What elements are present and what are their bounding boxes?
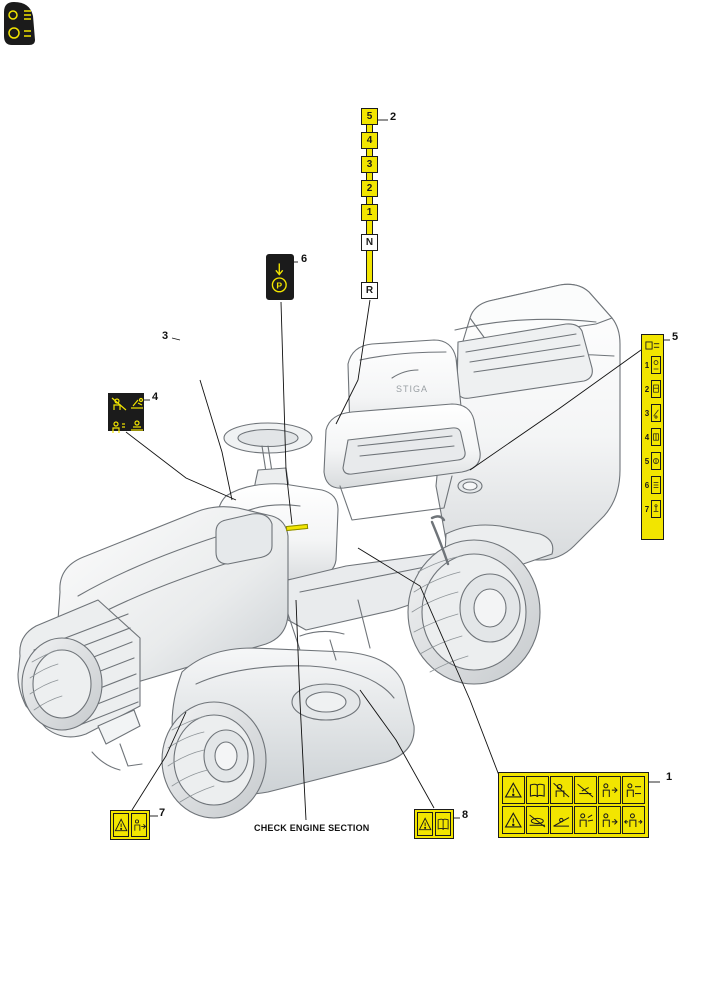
- icon-warning-triangle-2: [502, 806, 525, 834]
- callout-3: 3: [162, 330, 169, 342]
- icon-slope-warning: [550, 806, 573, 834]
- check-engine-section-caption: CHECK ENGINE SECTION: [254, 823, 370, 833]
- icon-keep-children-away: [111, 419, 127, 440]
- four-icon-decal[interactable]: [108, 393, 144, 431]
- callout-8: 8: [462, 809, 469, 821]
- strip-row-3-number: 3: [644, 408, 650, 418]
- parking-brake-decal[interactable]: [266, 254, 294, 300]
- strip-header-icon: [644, 337, 661, 353]
- icon-keep-away-blade: [598, 806, 621, 834]
- icon-warning-triangle: [502, 776, 525, 804]
- gear-position-reverse: R: [361, 282, 378, 299]
- strip-row-1-icon: [651, 356, 661, 374]
- strip-row-2: [644, 377, 661, 401]
- strip-row-3-icon: [651, 404, 661, 422]
- engine-section-decal[interactable]: [414, 809, 454, 839]
- icon-rollover-warning: [622, 776, 645, 804]
- svg-text:P: P: [276, 280, 283, 291]
- icon-keep-bystanders-away: [131, 813, 147, 837]
- callout-5: 5: [672, 331, 679, 343]
- callout-2: 2: [390, 111, 397, 123]
- strip-row-5: [644, 449, 661, 473]
- callout-6: 6: [301, 253, 308, 265]
- icon-no-hands-blade: [574, 776, 597, 804]
- gear-shift-decal[interactable]: [361, 108, 378, 299]
- svg-text:STIGA: STIGA: [396, 384, 429, 394]
- strip-row-4-number: 4: [644, 432, 650, 442]
- icon-no-passengers: [111, 396, 127, 417]
- numbered-control-strip-decal[interactable]: [641, 334, 664, 540]
- gear-position-3: 3: [361, 156, 378, 173]
- strip-row-1-number: 1: [644, 360, 650, 370]
- icon-warning-triangle: [417, 812, 433, 836]
- strip-row-4-icon: [651, 428, 661, 446]
- gear-position-neutral: N: [361, 234, 378, 251]
- strip-row-2-icon: [651, 380, 661, 398]
- strip-row-7-icon: [651, 500, 661, 518]
- callout-4: 4: [152, 391, 159, 403]
- strip-row-6-number: 6: [644, 480, 650, 490]
- main-safety-warning-decal[interactable]: [498, 772, 649, 838]
- strip-row-7-number: 7: [644, 504, 650, 514]
- callout-1: 1: [666, 771, 673, 783]
- gear-position-5: 5: [361, 108, 378, 125]
- strip-row-4: [644, 425, 661, 449]
- icon-thrown-objects: [129, 396, 145, 417]
- keep-distance-decal[interactable]: [110, 810, 150, 840]
- icon-rotating-blade: [129, 419, 145, 440]
- icon-read-manual: [526, 776, 549, 804]
- strip-row-5-icon: [651, 452, 661, 470]
- icon-no-passengers: [550, 776, 573, 804]
- icon-thrown-objects: [574, 806, 597, 834]
- parking-brake-icons: [269, 257, 293, 299]
- icon-no-slope-mowing: [526, 806, 549, 834]
- strip-row-1: [644, 353, 661, 377]
- gear-position-2: 2: [361, 180, 378, 197]
- strip-row-6: [644, 473, 661, 497]
- icon-keep-distance-sides: [622, 806, 645, 834]
- gear-position-1: 1: [361, 204, 378, 221]
- gear-position-4: 4: [361, 132, 378, 149]
- strip-row-2-number: 2: [644, 384, 650, 394]
- strip-row-3: [644, 401, 661, 425]
- strip-row-5-number: 5: [644, 456, 650, 466]
- icon-warning-triangle: [113, 813, 129, 837]
- strip-row-7: [644, 497, 661, 521]
- strip-row-6-icon: [651, 476, 661, 494]
- icon-keep-distance: [598, 776, 621, 804]
- callout-7: 7: [159, 807, 166, 819]
- icon-read-manual: [435, 812, 451, 836]
